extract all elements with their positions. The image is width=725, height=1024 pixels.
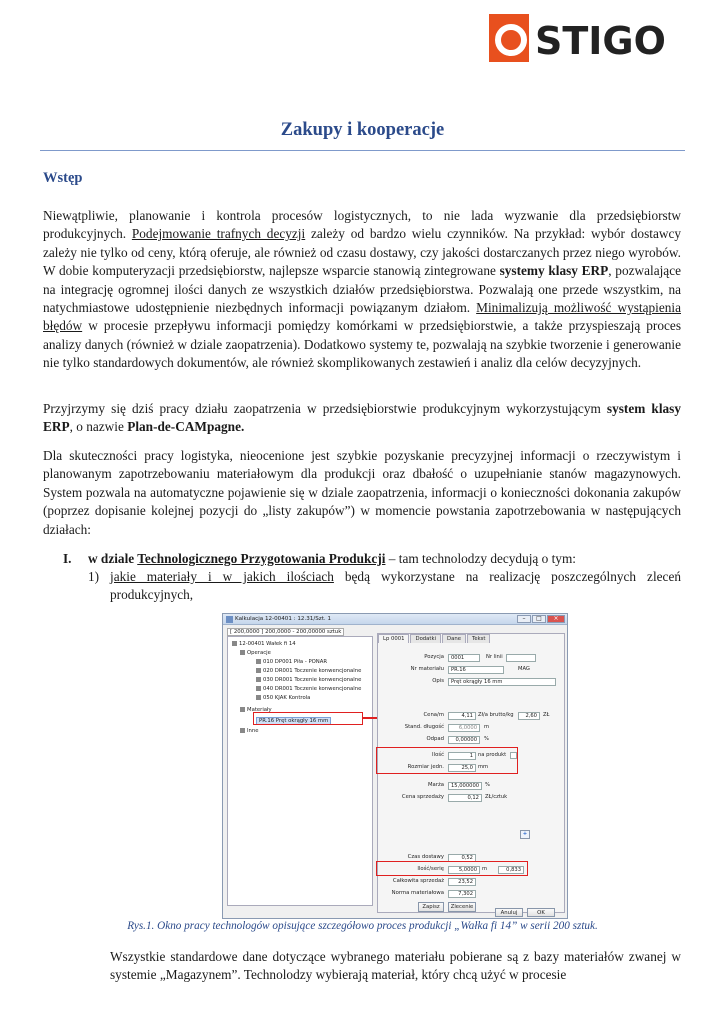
label-margin: Marża — [427, 782, 444, 788]
price-gross-field[interactable]: 2,60 — [518, 712, 540, 720]
material-number-field[interactable]: PR.16 — [448, 666, 504, 674]
price-unit: Zł/a brutto/kg — [478, 712, 514, 718]
tree-item[interactable]: 030 DR001 Toczenie konwencjonalne — [256, 677, 361, 683]
material-norm-field[interactable]: 7,302 — [448, 890, 476, 898]
quantity-per-series-secondary[interactable]: 0,833 — [498, 866, 524, 874]
title-divider — [40, 150, 685, 151]
label-price: Cena/m — [423, 712, 444, 718]
warehouse-label: MAG — [518, 666, 530, 672]
total-sales-field[interactable]: 23,52 — [448, 878, 476, 886]
highlight-quantity-fields — [376, 747, 518, 774]
label-material-number: Nr materiału — [410, 666, 444, 672]
waste-unit: % — [484, 736, 489, 742]
tab-position[interactable]: Lp 0001 — [378, 634, 409, 643]
list-roman-marker: I. — [63, 551, 72, 566]
section-heading: Wstęp — [43, 170, 83, 186]
folder-icon — [240, 707, 245, 712]
stigo-logo — [489, 14, 685, 62]
material-detail-panel — [377, 633, 565, 913]
order-button[interactable]: Zlecenie — [448, 902, 476, 912]
highlight-selected-material — [253, 712, 363, 725]
paragraph-logistics: Dla skuteczności pracy logistyka, nieocenione jest szybkie pozyskanie precyzyjnej informacji o rzeczywistym i planowanym zapotrzebowaniu materiałowym dla produkcji oraz dbałość o uzupełnianie stanów magazynowych. System pozwala na automatyczne pojawienie się w dziale zaopatrzenia, informacji o konieczności dokonania zakupów (poprzez dopisanie kolejnej pozycji do „listy zakupów”) w momencie powstania zapotrzebowania w następujących działach: — [43, 448, 681, 537]
tab-extras[interactable]: Dodatki — [410, 634, 441, 643]
tree-item[interactable]: Operacje — [240, 650, 271, 656]
label-quantity: Ilość — [432, 752, 444, 758]
sale-price-unit: ZŁ/cztuk — [485, 794, 508, 800]
application-window-screenshot — [222, 613, 568, 919]
process-tree — [227, 636, 373, 906]
label-position: Pozycja — [424, 654, 444, 660]
paragraph-erp: Przyjrzymy się dziś pracy działu zaopatrzenia w przedsiębiorstwie produkcyjnym wykorzystującym system klasy ERP, o nazwie Plan-de-CAMpagne. — [43, 401, 681, 435]
tab-text[interactable]: Tekst — [467, 634, 491, 643]
label-total-sales: Całkowita sprzedaż — [392, 878, 444, 884]
add-icon[interactable]: + — [520, 830, 530, 839]
tree-item-selected[interactable]: PR.16 Pręt okrągły 16 mm — [256, 717, 331, 725]
operation-icon — [256, 695, 261, 700]
quantity-path: [ 200,0000 ] 200,0000 - 200,00000 sztuk — [227, 628, 344, 636]
operation-icon — [256, 668, 261, 673]
list-item-department: w dziale Technologicznego Przygotowania Produkcji – tam technolodzy decydują o tym: — [88, 551, 576, 566]
paragraph-intro: Niewątpliwie, planowanie i kontrola procesów logistycznych, to nie lada wyzwanie dla przedsiębiorstw produkcyjnych. Podejmowanie trafnych decyzji zależy od bardzo wielu czynników. Na przykład: wybór dostawcy zależy nie tylko od ceny, którą oferuje, ale również od czasu dostawy, czy jakości dostarczanych przez niego wyrobów. W dobie komputeryzacji przedsiębiorstw, najlepsze wsparcie stanowią zintegrowane systemy klasy ERP, pozwalające na integrację ogromnej ilości danych ze wszystkich działów przedsiębiorstwa. Pozwalają one przede wszystkim, na natychmiastowe udostępnienie niezbędnych informacji powiązanym działom. Minimalizują możliwość wystąpienia błędów w procesie przepływu informacji pomiędzy komórkami w przedsiębiorstwie, a także przyspieszają proces analizy danych (również w dziale zaopatrzenia). Dodatkowo systemy te, pozwalają na szybkie tworzenie i generowanie nie tylko standardowych dokumentów, ale również skomplikowanych zestawień i analiz dla celów decyzyjnych. — [43, 208, 681, 371]
unit-size-field[interactable]: 25,0 — [448, 764, 476, 772]
logo-text: STIGO — [535, 19, 666, 62]
label-delivery-time: Czas dostawy — [407, 854, 444, 860]
window-title: Kalkulacja 12-00401 : 12.31/Szt. 1 — [235, 616, 332, 622]
line-number-select[interactable] — [506, 654, 536, 662]
figure-caption: Rys.1. Okno pracy technologów opisujące szczegółowo proces produkcji „Wałka fi 14” w serii 200 sztuk. — [127, 920, 598, 932]
tree-item[interactable]: 020 DR001 Toczenie konwencjonalne — [256, 668, 361, 674]
tree-item[interactable]: 12-00401 Wałek fi 14 — [232, 641, 296, 647]
tree-item[interactable]: 010 DP001 Piła - PONAR — [256, 659, 327, 665]
standard-length-unit: m — [484, 724, 490, 730]
price-field[interactable]: 4,11 — [448, 712, 476, 720]
quantity-unit: na produkt — [478, 752, 507, 758]
folder-icon — [232, 641, 237, 646]
highlight-series-quantity — [376, 861, 528, 876]
operation-icon — [256, 677, 261, 682]
maximize-icon[interactable]: □ — [532, 615, 546, 623]
margin-unit: % — [485, 782, 490, 788]
operation-icon — [256, 659, 261, 664]
cancel-button[interactable]: Anuluj — [495, 908, 523, 917]
unit-size-unit: mm — [478, 764, 489, 770]
paragraph-warehouse: Wszystkie standardowe dane dotyczące wybranego materiału pobierane są z bazy materiałów zwanej w systemie „Magazynem”. Technolodzy wybierają materiał, który chcą użyć w procesie — [110, 949, 681, 983]
list-number-marker: 1) — [88, 569, 100, 584]
operation-icon — [256, 686, 261, 691]
description-field[interactable]: Pręt okrągły 16 mm — [448, 678, 556, 686]
list-item-materials: jakie materiały i w jakich ilościach będą wykorzystane na realizację poszczególnych zleceń produkcyjnych, — [110, 569, 681, 603]
label-waste: Odpad — [426, 736, 444, 742]
folder-icon — [240, 728, 245, 733]
waste-field[interactable]: 0,00000 — [448, 736, 480, 744]
close-icon[interactable]: × — [547, 615, 565, 623]
label-unit-size: Rozmiar jedn. — [407, 764, 444, 770]
price-gross-unit: ZŁ — [543, 712, 550, 718]
folder-icon — [240, 650, 245, 655]
app-icon — [226, 616, 233, 623]
label-quantity-per-series: Ilość/serię — [417, 866, 444, 872]
tree-item[interactable]: 040 DR001 Toczenie konwencjonalne — [256, 686, 361, 692]
label-line-number: Nr linii — [486, 654, 503, 660]
document-title: Zakupy i kooperacje — [280, 120, 445, 140]
position-field[interactable]: 0001 — [448, 654, 480, 662]
label-standard-length: Stand. długość — [404, 724, 444, 730]
tree-item[interactable]: Inne — [240, 728, 259, 734]
quantity-per-series-field[interactable]: 5,0000 — [448, 866, 480, 874]
label-description: Opis — [432, 678, 444, 684]
standard-length-field[interactable]: 6,0000 — [448, 724, 480, 732]
window-titlebar — [223, 614, 567, 625]
delivery-time-field[interactable]: 0,52 — [448, 854, 476, 862]
save-button[interactable]: Zapisz — [418, 902, 444, 912]
margin-field[interactable]: 15,000000 — [448, 782, 482, 790]
label-material-norm: Norma materiałowa — [391, 890, 444, 896]
tree-item[interactable]: 050 KJAK Kontrola — [256, 695, 310, 701]
tab-data[interactable]: Dane — [442, 634, 466, 643]
minimize-icon[interactable]: – — [517, 615, 531, 623]
tree-item[interactable]: Materiały — [240, 707, 272, 713]
quantity-per-series-unit: m — [482, 866, 488, 872]
sale-price-field[interactable]: 0,12 — [448, 794, 482, 802]
label-sale-price: Cena sprzedaży — [401, 794, 444, 800]
ok-button[interactable]: OK — [527, 908, 555, 917]
quantity-field[interactable]: 1 — [448, 752, 476, 760]
